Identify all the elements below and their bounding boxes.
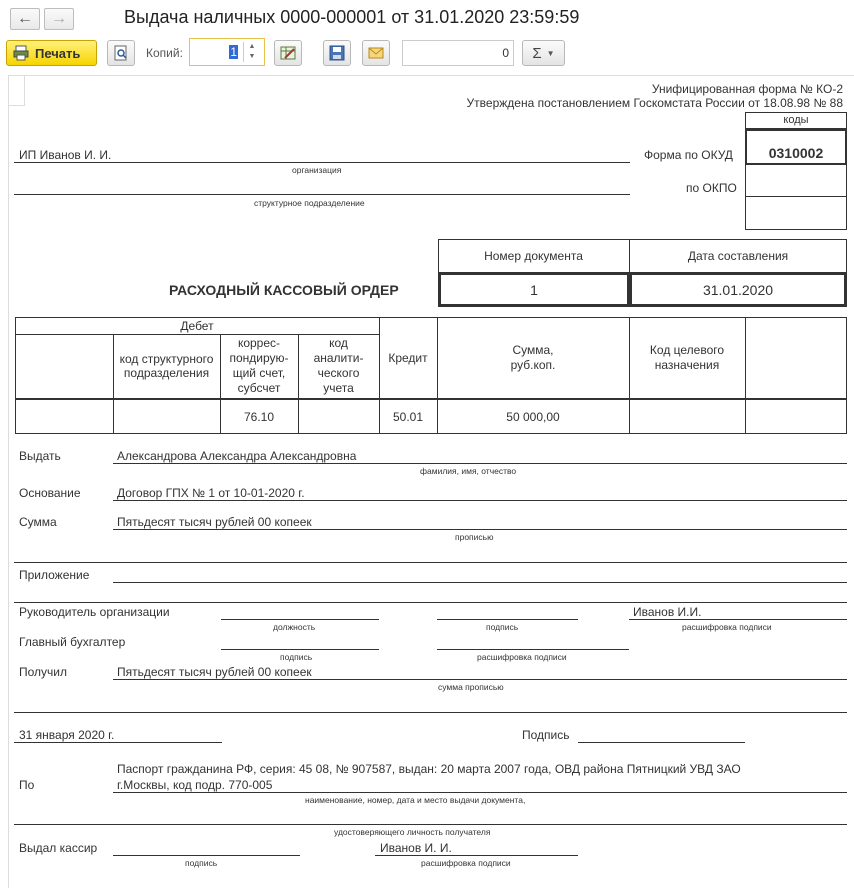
head-signature-caption: подпись bbox=[486, 622, 519, 632]
col-sum: Сумма, руб.коп. bbox=[510, 342, 556, 372]
row-purpose bbox=[629, 399, 745, 434]
print-button[interactable] bbox=[6, 40, 97, 66]
organization-value: ИП Иванов И. И. bbox=[19, 148, 112, 162]
basis-value: Договор ГПХ № 1 от 10-01-2020 г. bbox=[117, 486, 305, 500]
row-unit-code bbox=[113, 399, 220, 434]
form-header-line1: Унифицированная форма № КО-2 bbox=[651, 82, 843, 96]
col-analytics: код аналити-ческого учета bbox=[313, 336, 364, 395]
printer-icon bbox=[13, 45, 29, 61]
col-unit-code: код структурного подразделения bbox=[119, 352, 214, 380]
doc-date: 31.01.2020 bbox=[630, 273, 846, 306]
okud-label: Форма по ОКУД bbox=[644, 148, 733, 162]
window-title: Выдача наличных 0000-000001 от 31.01.2020 23:59:59 bbox=[124, 7, 580, 27]
head-label: Руководитель организации bbox=[19, 605, 170, 619]
chief-accountant-label: Главный бухгалтер bbox=[19, 635, 126, 649]
basis-label: Основание bbox=[19, 486, 81, 500]
sum-icon: Σ bbox=[532, 44, 542, 62]
amount-field[interactable] bbox=[402, 40, 514, 66]
row-credit: 50.01 bbox=[392, 409, 424, 424]
doc-title: РАСХОДНЫЙ КАССОВЫЙ ОРДЕР bbox=[169, 282, 399, 298]
by-label: По bbox=[19, 778, 35, 792]
head-decode-caption: расшифровка подписи bbox=[682, 622, 772, 632]
copies-value: 1 bbox=[230, 45, 237, 59]
doc-number-header: Номер документа bbox=[484, 248, 583, 263]
chevron-down-icon: ▼ bbox=[546, 48, 555, 58]
copies-stepper[interactable]: ▲ ▼ bbox=[243, 42, 260, 62]
sum-caption: прописью bbox=[455, 532, 494, 542]
row-unit bbox=[15, 399, 113, 434]
arrow-left-icon: ← bbox=[17, 10, 33, 27]
col-corr-account: коррес-пондирую-щий счет, субсчет bbox=[229, 336, 289, 395]
passport-caption2: удостоверяющего личность получателя bbox=[334, 827, 491, 837]
email-button[interactable] bbox=[362, 40, 390, 66]
passport-line2: г.Москвы, код подр. 770-005 bbox=[117, 778, 273, 792]
head-name: Иванов И.И. bbox=[633, 605, 702, 619]
forward-button[interactable] bbox=[44, 8, 74, 30]
received-caption: сумма прописью bbox=[438, 682, 504, 692]
form-header-line2: Утверждена постановлением Госкомстата России от 18.08.98 № 88 bbox=[466, 96, 843, 110]
received-value: Пятьдесят тысяч рублей 00 копеек bbox=[117, 665, 312, 679]
amount-value: 0 bbox=[502, 46, 509, 60]
sum-value: Пятьдесят тысяч рублей 00 копеек bbox=[117, 515, 312, 529]
sum-label: Сумма bbox=[19, 515, 57, 529]
col-purpose: Код целевого назначения bbox=[649, 342, 725, 372]
issue-value: Александрова Александра Александровна bbox=[117, 449, 357, 463]
chief-decode-caption: расшифровка подписи bbox=[477, 652, 567, 662]
chief-signature-caption: подпись bbox=[280, 652, 313, 662]
preview-button[interactable] bbox=[107, 40, 135, 66]
table-edit-icon bbox=[280, 45, 296, 61]
doc-number: 1 bbox=[439, 273, 629, 306]
email-icon bbox=[368, 46, 384, 60]
okud-value: 0310002 bbox=[745, 129, 847, 165]
date-value: 31 января 2020 г. bbox=[19, 728, 115, 742]
copies-field[interactable] bbox=[189, 38, 265, 66]
codes-label: коды bbox=[745, 112, 847, 129]
row-sum: 50 000,00 bbox=[506, 409, 560, 424]
issue-caption: фамилия, имя, отчество bbox=[420, 466, 517, 476]
copies-label: Копий: bbox=[146, 46, 183, 60]
sheet-corner bbox=[8, 75, 25, 106]
cashier-decode-caption: расшифровка подписи bbox=[421, 858, 511, 868]
passport-line1: Паспорт гражданина РФ, серия: 45 08, № 907587, выдан: 20 марта 2007 года, ОВД района Пятницкий УВД ЗАО bbox=[117, 762, 741, 776]
head-position-caption: должность bbox=[273, 622, 316, 632]
sum-dropdown-button[interactable] bbox=[522, 40, 565, 66]
attachment-label: Приложение bbox=[19, 568, 90, 582]
row-analytics bbox=[298, 399, 379, 434]
issue-label: Выдать bbox=[19, 449, 61, 463]
col-credit: Кредит bbox=[388, 350, 428, 365]
passport-caption1: наименование, номер, дата и место выдачи документа, bbox=[305, 795, 526, 805]
print-label: Печать bbox=[35, 45, 81, 61]
organization-caption: организация bbox=[292, 165, 342, 175]
cashier-label: Выдал кассир bbox=[19, 841, 98, 855]
save-button[interactable] bbox=[323, 40, 351, 66]
okpo-value bbox=[745, 165, 847, 196]
doc-date-header: Дата составления bbox=[687, 248, 789, 263]
preview-icon bbox=[113, 45, 129, 61]
save-icon bbox=[329, 45, 345, 61]
back-button[interactable] bbox=[10, 8, 40, 30]
subdivision-caption: структурное подразделение bbox=[254, 198, 365, 208]
row-corr-account: 76.10 bbox=[243, 409, 275, 424]
edit-mode-button[interactable] bbox=[274, 40, 302, 66]
okpo-label: по ОКПО bbox=[686, 181, 737, 195]
cashier-name: Иванов И. И. bbox=[380, 841, 452, 855]
cashier-sign-caption: подпись bbox=[185, 858, 218, 868]
debit-header: Дебет bbox=[180, 318, 214, 333]
row-extra bbox=[745, 399, 847, 434]
arrow-right-icon: → bbox=[51, 10, 67, 27]
received-label: Получил bbox=[19, 665, 67, 679]
sign-label: Подпись bbox=[522, 728, 570, 742]
